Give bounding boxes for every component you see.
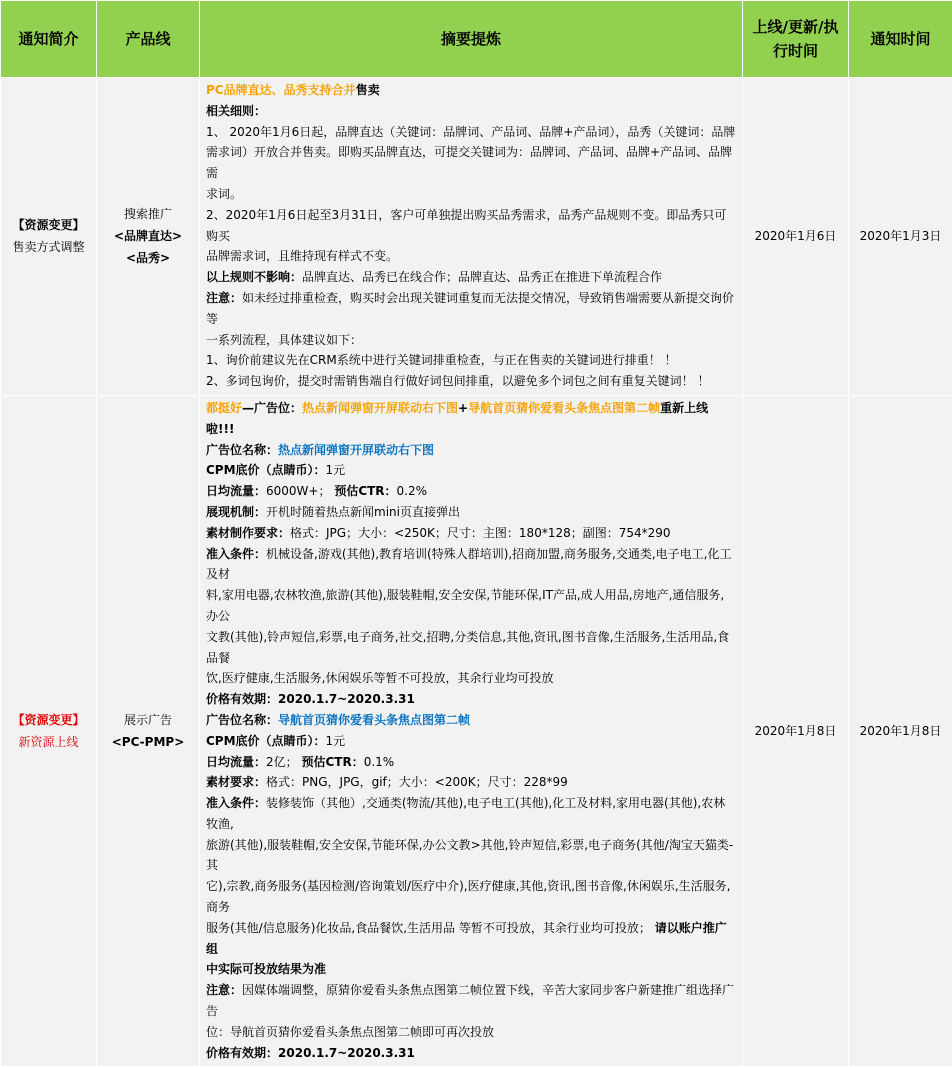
summary-title-highlight: PC品牌直达、品秀支持合并: [206, 83, 356, 97]
access-bold: 请以账户推广组: [206, 921, 727, 956]
summary-cell: [200, 78, 743, 396]
intro-cell: [1, 78, 97, 396]
paragraph-line: 1、 2020年1月6日起，品牌直达（关键词：品牌词、产品词、品牌+产品词），品秀（关键词：品牌: [206, 122, 736, 143]
ad-name: 热点新闻弹窗开屏联动右下图: [278, 443, 434, 457]
intro-cell: [1, 395, 97, 1067]
product-sub: <品牌直达>: [98, 225, 198, 247]
spec-value: 格式：PNG，JPG，gif；大小：<200K；尺寸：228*99: [266, 775, 568, 789]
product-cell: [97, 78, 200, 396]
note-label: 注意：: [206, 983, 242, 997]
cpm-label: CPM底价（点睛币）：: [206, 734, 326, 748]
product-sub: <品秀>: [98, 247, 198, 269]
access-bold: 中实际可投放结果为准: [206, 959, 736, 980]
cpm-value: 1元: [326, 734, 346, 748]
table-row: [1, 78, 952, 396]
header-online-time: 上线/更新/执行时间: [743, 1, 849, 78]
intro-tag: 【资源变更】: [2, 709, 95, 731]
mechanism-value: 开机时随着热点新闻mini页直接弹出: [266, 505, 460, 519]
intro-text: 新资源上线: [2, 731, 95, 753]
spec-value: 格式：JPG；大小：<250K；尺寸：主图：180*128；副图：754*290: [290, 526, 671, 540]
access-text: 装修装饰（其他）,交通类(物流/其他),电子电工(其他),化工及材料,家用电器(其他),农林牧渔,: [206, 796, 725, 831]
access-label: 准入条件：: [206, 796, 266, 810]
summary-title-tail: 售卖: [356, 83, 380, 97]
suggestion-line: 1、询价前建议先在CRM系统中进行关键词排重检查，与正在售卖的关键词进行排重！ ！: [206, 350, 736, 371]
note-text: 一系列流程，具体建议如下：: [206, 330, 736, 351]
valid-value: 2020.1.7~2020.3.31: [278, 1046, 415, 1060]
header-row: [1, 1, 952, 78]
online-time-cell: 2020年1月6日: [743, 78, 849, 396]
spec-label: 素材制作要求：: [206, 526, 290, 540]
note-text: 因媒体端调整，原猜你爱看头条焦点图第二帧位置下线，辛苦大家同步客户新建推广组选择广告: [206, 983, 734, 1018]
paragraph-line: 需求词）开放合并售卖。即购买品牌直达，可提交关键词为：品牌词、产品词、品牌+产品词、品牌需: [206, 142, 736, 184]
valid-value: 2020.1.7~2020.3.31: [278, 692, 415, 706]
spec-label: 素材要求：: [206, 775, 266, 789]
valid-label: 价格有效期：: [206, 1046, 278, 1060]
access-text: 服务(其他/信息服务)化妆品,食品餐饮,生活用品 等暂不可投放，其余行业均可投放；: [206, 921, 651, 935]
notice-time-cell: 2020年1月3日: [849, 78, 952, 396]
ctr-label: 预估CTR：: [301, 755, 363, 769]
ctr-value: 0.2%: [397, 484, 428, 498]
ctr-label: 预估CTR：: [334, 484, 396, 498]
product-name: 展示广告: [98, 709, 198, 731]
traffic-label: 日均流量：: [206, 484, 266, 498]
rule-label: 以上规则不影响：: [206, 270, 302, 284]
online-time-cell: 2020年1月8日: [743, 395, 849, 1067]
note-text: 如未经过排重检查，购买时会出现关键词重复而无法提交情况，导致销售端需要从新提交询价等: [206, 291, 734, 326]
paragraph-line: 求词。: [206, 184, 736, 205]
mechanism-label: 展现机制：: [206, 505, 266, 519]
access-text: 它),宗教,商务服务(基因检测/咨询策划/医疗中介),医疗健康,其他,资讯,图书音像,休闲娱乐,生活服务,商务: [206, 876, 736, 918]
intro-text: 售卖方式调整: [2, 236, 95, 258]
rule-text: 品牌直达、品秀已在线合作；品牌直达、品秀正在推进下单流程合作: [302, 270, 662, 284]
header-notice-time: 通知时间: [849, 1, 952, 78]
summary-headline: 都挺好—广告位：热点新闻弹窗开屏联动右下图+导航首页猜你爱看头条焦点图第二帧重新上线啦!!!: [206, 398, 736, 440]
ctr-value: 0.1%: [364, 755, 395, 769]
cpm-label: CPM底价（点睛币）：: [206, 463, 326, 477]
header-product-line: 产品线: [97, 1, 200, 78]
access-label: 准入条件：: [206, 547, 266, 561]
ad-name: 导航首页猜你爱看头条焦点图第二帧: [278, 713, 470, 727]
access-text: 旅游(其他),服装鞋帽,安全安保,节能环保,办公文教>其他,铃声短信,彩票,电子商务(其他/淘宝天猫类-其: [206, 835, 736, 877]
summary-cell: [200, 395, 743, 1067]
header-summary: 摘要提炼: [200, 1, 743, 78]
access-text: 饮,医疗健康,生活服务,休闲娱乐等暂不可投放，其余行业均可投放: [206, 668, 736, 689]
paragraph-line: 品牌需求词，且维持现有样式不变。: [206, 246, 736, 267]
details-label: 相关细则：: [206, 101, 736, 122]
traffic-value: 2亿；: [266, 755, 298, 769]
traffic-value: 6000W+；: [266, 484, 330, 498]
ad-name-label: 广告位名称：: [206, 443, 278, 457]
paragraph-line: 2、2020年1月6日起至3月31日，客户可单独提出购买品秀需求，品秀产品规则不变。即品秀只可购买: [206, 205, 736, 247]
access-text: 文教(其他),铃声短信,彩票,电子商务,社交,招聘,分类信息,其他,资讯,图书音像,生活服务,生活用品,食品餐: [206, 627, 736, 669]
suggestion-line: 2、多词包询价，提交时需销售端自行做好词包间排重，以避免多个词包之间有重复关键词！ ！: [206, 371, 736, 392]
valid-label: 价格有效期：: [206, 692, 278, 706]
product-cell: [97, 395, 200, 1067]
intro-tag: 【资源变更】: [2, 214, 95, 236]
header-intro: 通知简介: [1, 1, 97, 78]
note-text: 位：导航首页猜你爱看头条焦点图第二帧即可再次投放: [206, 1022, 736, 1043]
traffic-label: 日均流量：: [206, 755, 266, 769]
access-text: 料,家用电器,农林牧渔,旅游(其他),服装鞋帽,安全安保,节能环保,IT产品,成人用品,房地产,通信服务,办公: [206, 585, 736, 627]
cpm-value: 1元: [326, 463, 346, 477]
product-name: 搜索推广: [98, 203, 198, 225]
note-label: 注意：: [206, 291, 242, 305]
access-text: 机械设备,游戏(其他),教育培训(特殊人群培训),招商加盟,商务服务,交通类,电子电工,化工及材: [206, 547, 731, 582]
product-sub: <PC-PMP>: [98, 731, 198, 753]
ad-name-label: 广告位名称：: [206, 713, 278, 727]
table-row: [1, 395, 952, 1067]
notice-time-cell: 2020年1月8日: [849, 395, 952, 1067]
